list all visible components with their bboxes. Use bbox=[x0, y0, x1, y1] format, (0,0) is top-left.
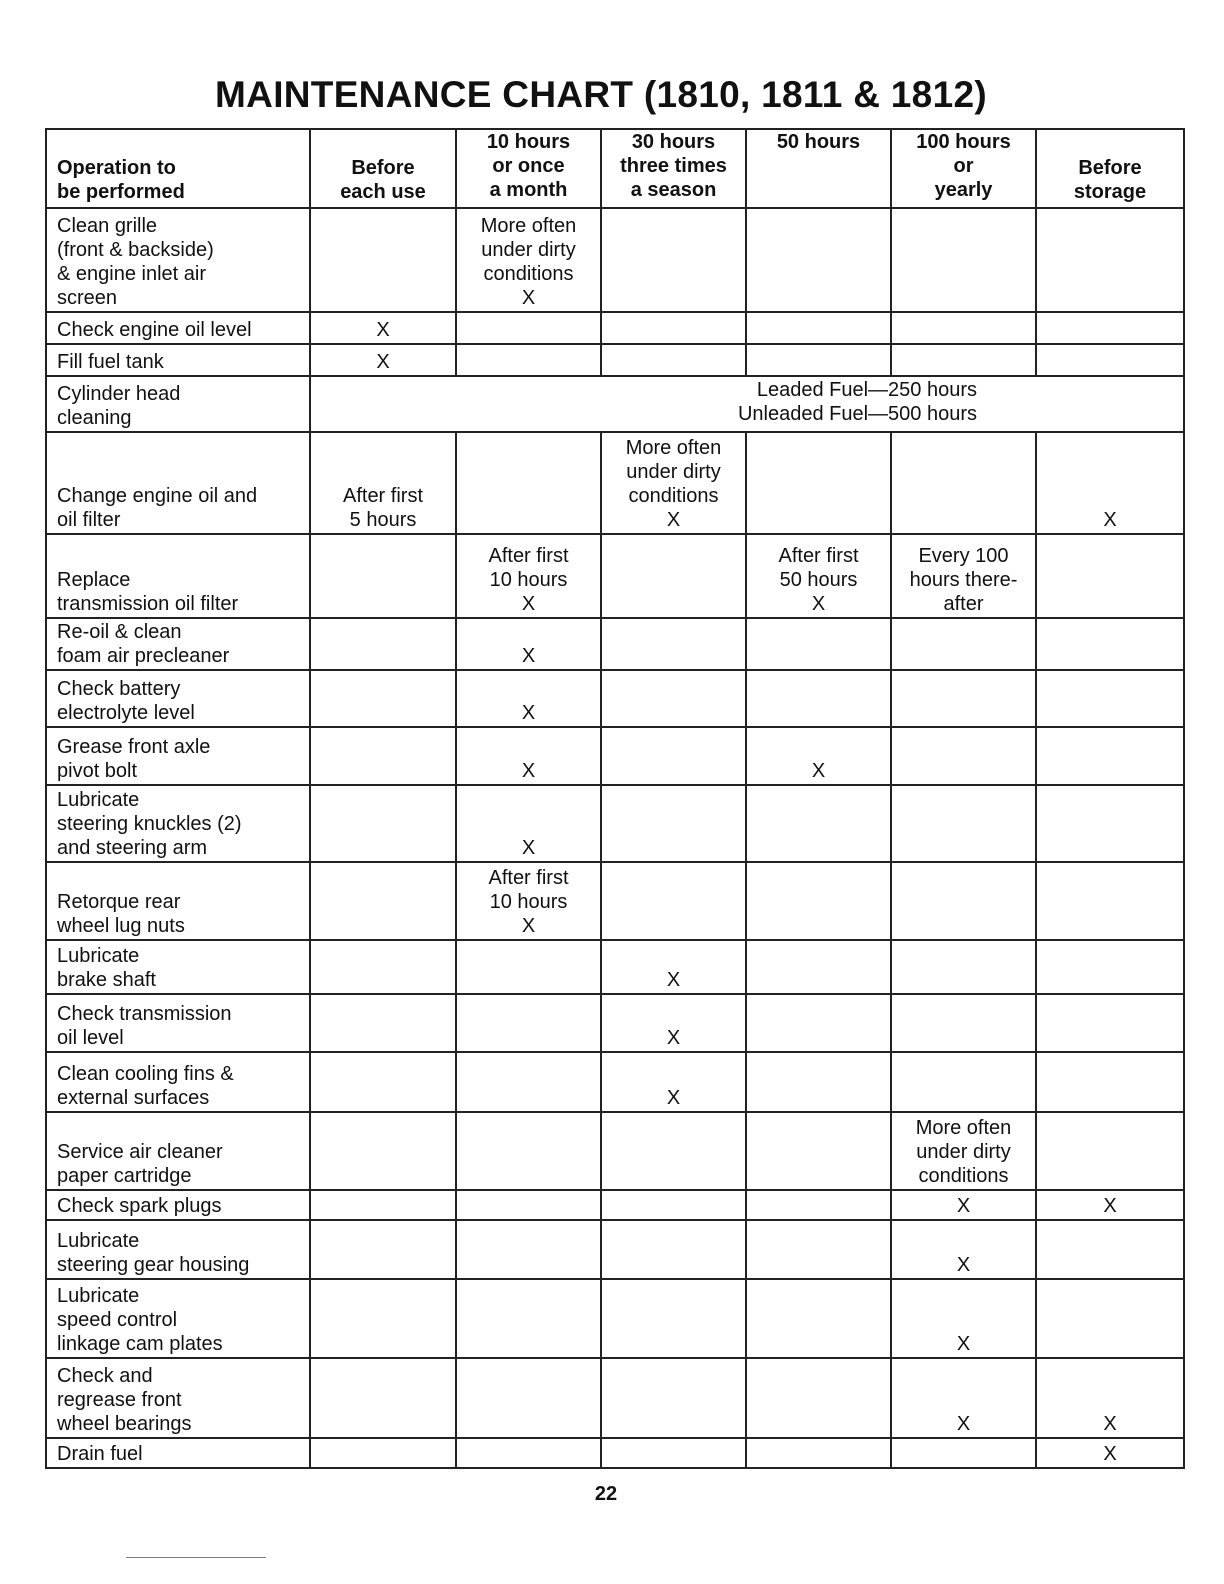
cell-before-each-use bbox=[310, 785, 456, 862]
cell-before-each-use: After first 5 hours bbox=[310, 432, 456, 534]
cell-100-hours bbox=[891, 1438, 1036, 1468]
cell-10-hours bbox=[456, 432, 601, 534]
table-row bbox=[46, 670, 1184, 727]
table-row bbox=[46, 862, 1184, 940]
cell-100-hours bbox=[891, 344, 1036, 376]
table-row bbox=[46, 994, 1184, 1052]
cell-10-hours bbox=[456, 312, 601, 344]
cell-before-storage bbox=[1036, 1112, 1184, 1190]
cell-100-hours bbox=[891, 862, 1036, 940]
cell-before-storage bbox=[1036, 1052, 1184, 1112]
cell-30-hours: More often under dirty conditions X bbox=[601, 432, 746, 534]
cell-before-each-use bbox=[310, 534, 456, 618]
header-before-storage: Before storage bbox=[1036, 129, 1184, 208]
cell-50-hours: X bbox=[746, 727, 891, 785]
cell-100-hours bbox=[891, 670, 1036, 727]
cell-10-hours: X bbox=[456, 727, 601, 785]
cell-operation: Check engine oil level bbox=[46, 312, 310, 344]
cell-before-storage bbox=[1036, 1220, 1184, 1279]
cell-50-hours bbox=[746, 1052, 891, 1112]
cell-10-hours bbox=[456, 1279, 601, 1358]
table-row bbox=[46, 1279, 1184, 1358]
cell-30-hours bbox=[601, 727, 746, 785]
cell-before-storage bbox=[1036, 344, 1184, 376]
cell-30-hours bbox=[601, 1112, 746, 1190]
cell-operation: Cylinder head cleaning bbox=[46, 376, 310, 432]
cell-10-hours: After first 10 hours X bbox=[456, 862, 601, 940]
cell-before-each-use: X bbox=[310, 344, 456, 376]
cell-50-hours bbox=[746, 785, 891, 862]
cell-before-storage bbox=[1036, 208, 1184, 312]
cell-before-each-use bbox=[310, 618, 456, 670]
cell-30-hours bbox=[601, 1438, 746, 1468]
table-row bbox=[46, 1112, 1184, 1190]
header-operation: Operation to be performed bbox=[46, 129, 310, 208]
table-row bbox=[46, 618, 1184, 670]
cell-operation: Lubricate speed control linkage cam plates bbox=[46, 1279, 310, 1358]
cell-before-each-use bbox=[310, 1220, 456, 1279]
cell-50-hours bbox=[746, 618, 891, 670]
cell-100-hours bbox=[891, 727, 1036, 785]
cell-operation: Service air cleaner paper cartridge bbox=[46, 1112, 310, 1190]
cell-30-hours bbox=[601, 862, 746, 940]
cell-before-storage: X bbox=[1036, 1190, 1184, 1220]
cell-100-hours: More often under dirty conditions bbox=[891, 1112, 1036, 1190]
cell-before-storage bbox=[1036, 940, 1184, 994]
table-row bbox=[46, 1220, 1184, 1279]
cell-operation: Re-oil & clean foam air precleaner bbox=[46, 618, 310, 670]
cell-before-storage bbox=[1036, 994, 1184, 1052]
cell-100-hours: Every 100 hours there- after bbox=[891, 534, 1036, 618]
cell-before-each-use bbox=[310, 940, 456, 994]
cell-before-each-use: X bbox=[310, 312, 456, 344]
cell-before-storage bbox=[1036, 1279, 1184, 1358]
table-row bbox=[46, 312, 1184, 344]
table-row bbox=[46, 940, 1184, 994]
page-title: MAINTENANCE CHART (1810, 1811 & 1812) bbox=[215, 74, 987, 115]
cell-30-hours bbox=[601, 1220, 746, 1279]
cell-before-each-use bbox=[310, 994, 456, 1052]
header-50-hours: 50 hours bbox=[746, 129, 891, 208]
cell-operation: Retorque rear wheel lug nuts bbox=[46, 862, 310, 940]
cell-50-hours bbox=[746, 670, 891, 727]
cell-operation: Grease front axle pivot bolt bbox=[46, 727, 310, 785]
cell-30-hours: X bbox=[601, 940, 746, 994]
header-row bbox=[46, 129, 1184, 208]
table-row bbox=[46, 432, 1184, 534]
cell-50-hours bbox=[746, 1220, 891, 1279]
header-30-hours: 30 hours three times a season bbox=[601, 129, 746, 208]
cell-operation: Lubricate steering gear housing bbox=[46, 1220, 310, 1279]
cell-10-hours bbox=[456, 1190, 601, 1220]
cell-before-each-use bbox=[310, 1438, 456, 1468]
cell-100-hours: X bbox=[891, 1190, 1036, 1220]
cell-operation: Lubricate brake shaft bbox=[46, 940, 310, 994]
cell-before-storage: X bbox=[1036, 432, 1184, 534]
table-row bbox=[46, 1358, 1184, 1438]
cell-50-hours bbox=[746, 1358, 891, 1438]
cell-10-hours: X bbox=[456, 785, 601, 862]
cell-10-hours: More often under dirty conditions X bbox=[456, 208, 601, 312]
cell-10-hours bbox=[456, 1112, 601, 1190]
table-row bbox=[46, 1438, 1184, 1468]
cell-50-hours bbox=[746, 994, 891, 1052]
cell-100-hours bbox=[891, 208, 1036, 312]
cell-before-each-use bbox=[310, 1052, 456, 1112]
cell-50-hours bbox=[746, 344, 891, 376]
cell-100-hours bbox=[891, 1052, 1036, 1112]
header-10-hours: 10 hours or once a month bbox=[456, 129, 601, 208]
cell-100-hours: X bbox=[891, 1220, 1036, 1279]
cell-operation: Clean cooling fins & external surfaces bbox=[46, 1052, 310, 1112]
cell-before-each-use bbox=[310, 1279, 456, 1358]
cell-30-hours bbox=[601, 534, 746, 618]
cell-before-each-use bbox=[310, 208, 456, 312]
cell-before-storage bbox=[1036, 670, 1184, 727]
cell-30-hours bbox=[601, 1279, 746, 1358]
cell-operation: Clean grille (front & backside) & engine inlet air screen bbox=[46, 208, 310, 312]
cell-10-hours: X bbox=[456, 670, 601, 727]
cell-50-hours bbox=[746, 312, 891, 344]
table-row bbox=[46, 785, 1184, 862]
cell-30-hours bbox=[601, 312, 746, 344]
cell-10-hours bbox=[456, 1358, 601, 1438]
cell-before-each-use bbox=[310, 670, 456, 727]
cell-50-hours bbox=[746, 432, 891, 534]
cell-interval-span: Leaded Fuel—250 hours Unleaded Fuel—500 hours bbox=[310, 376, 1184, 432]
cell-operation: Lubricate steering knuckles (2) and steering arm bbox=[46, 785, 310, 862]
table-row bbox=[46, 344, 1184, 376]
cell-before-storage: X bbox=[1036, 1358, 1184, 1438]
cell-50-hours: After first 50 hours X bbox=[746, 534, 891, 618]
cell-before-storage bbox=[1036, 618, 1184, 670]
cell-10-hours: X bbox=[456, 618, 601, 670]
cell-before-storage: X bbox=[1036, 1438, 1184, 1468]
cell-30-hours bbox=[601, 208, 746, 312]
cell-operation: Check battery electrolyte level bbox=[46, 670, 310, 727]
cell-before-storage bbox=[1036, 727, 1184, 785]
cell-before-storage bbox=[1036, 785, 1184, 862]
cell-before-each-use bbox=[310, 1358, 456, 1438]
cell-operation: Drain fuel bbox=[46, 1438, 310, 1468]
cell-before-each-use bbox=[310, 1190, 456, 1220]
cell-operation: Check spark plugs bbox=[46, 1190, 310, 1220]
cell-100-hours bbox=[891, 994, 1036, 1052]
cell-100-hours bbox=[891, 940, 1036, 994]
cell-10-hours bbox=[456, 940, 601, 994]
cell-50-hours bbox=[746, 1112, 891, 1190]
cell-30-hours: X bbox=[601, 994, 746, 1052]
cell-100-hours bbox=[891, 312, 1036, 344]
cell-100-hours bbox=[891, 785, 1036, 862]
cell-before-each-use bbox=[310, 727, 456, 785]
maintenance-table bbox=[45, 128, 1185, 1469]
cell-10-hours: After first 10 hours X bbox=[456, 534, 601, 618]
cell-30-hours: X bbox=[601, 1052, 746, 1112]
cell-before-storage bbox=[1036, 534, 1184, 618]
cell-30-hours bbox=[601, 785, 746, 862]
cell-before-storage bbox=[1036, 312, 1184, 344]
cell-30-hours bbox=[601, 344, 746, 376]
cell-10-hours bbox=[456, 344, 601, 376]
cell-30-hours bbox=[601, 1358, 746, 1438]
cell-before-storage bbox=[1036, 862, 1184, 940]
table-row bbox=[46, 208, 1184, 312]
page-number: 22 bbox=[594, 1483, 618, 1505]
footer-rule bbox=[126, 1557, 266, 1558]
cell-50-hours bbox=[746, 1438, 891, 1468]
cell-30-hours bbox=[601, 618, 746, 670]
cell-10-hours bbox=[456, 994, 601, 1052]
header-before-each-use: Before each use bbox=[310, 129, 456, 208]
cell-30-hours bbox=[601, 670, 746, 727]
cell-100-hours: X bbox=[891, 1279, 1036, 1358]
header-100-hours: 100 hours or yearly bbox=[891, 129, 1036, 208]
cell-50-hours bbox=[746, 862, 891, 940]
cell-operation: Fill fuel tank bbox=[46, 344, 310, 376]
table-row bbox=[46, 534, 1184, 618]
cell-operation: Change engine oil and oil filter bbox=[46, 432, 310, 534]
cell-before-each-use bbox=[310, 1112, 456, 1190]
cell-10-hours bbox=[456, 1438, 601, 1468]
table-row bbox=[46, 1052, 1184, 1112]
cell-operation: Replace transmission oil filter bbox=[46, 534, 310, 618]
cell-10-hours bbox=[456, 1052, 601, 1112]
cell-30-hours bbox=[601, 1190, 746, 1220]
cell-100-hours bbox=[891, 618, 1036, 670]
cell-10-hours bbox=[456, 1220, 601, 1279]
cell-100-hours bbox=[891, 432, 1036, 534]
table-row bbox=[46, 727, 1184, 785]
cell-50-hours bbox=[746, 208, 891, 312]
cell-50-hours bbox=[746, 940, 891, 994]
cell-operation: Check transmission oil level bbox=[46, 994, 310, 1052]
cell-50-hours bbox=[746, 1279, 891, 1358]
table-row bbox=[46, 376, 1184, 432]
cell-operation: Check and regrease front wheel bearings bbox=[46, 1358, 310, 1438]
table-row bbox=[46, 1190, 1184, 1220]
cell-before-each-use bbox=[310, 862, 456, 940]
cell-100-hours: X bbox=[891, 1358, 1036, 1438]
cell-50-hours bbox=[746, 1190, 891, 1220]
